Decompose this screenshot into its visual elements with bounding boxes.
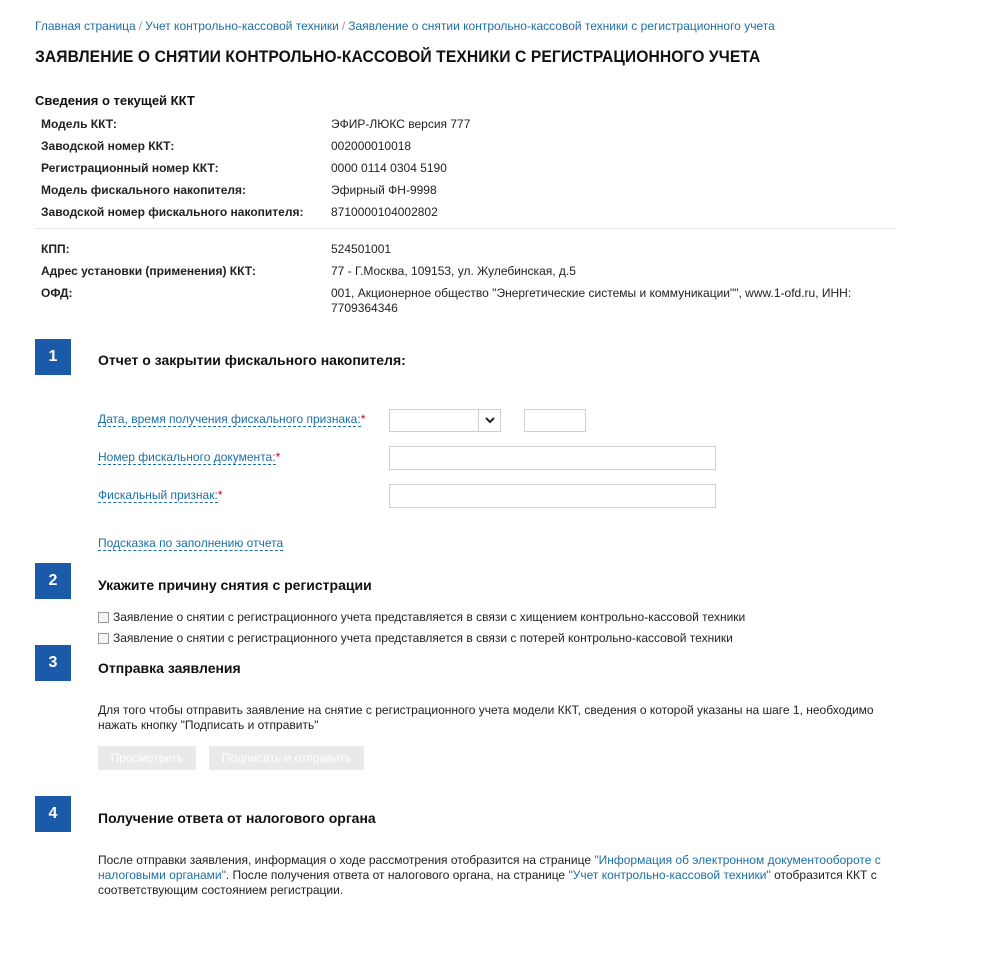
kkt-model-value: ЭФИР-ЛЮКС версия 777 — [331, 117, 471, 131]
kkt-serial-value: 002000010018 — [331, 139, 412, 153]
breadcrumb-separator: / — [341, 19, 346, 33]
reason-loss-option[interactable] — [98, 631, 733, 645]
kkt-serial-label: Заводской номер ККТ: — [41, 139, 175, 153]
kpp-row — [41, 242, 891, 264]
breadcrumb — [35, 19, 775, 33]
chevron-down-icon[interactable] — [478, 410, 500, 431]
step-4-text-1: После отправки заявления, информация о ходе рассмотрения отобразится на странице — [98, 853, 595, 867]
breadcrumb-separator: / — [138, 19, 143, 33]
step-4-badge: 4 — [35, 796, 71, 832]
kkt-reg-number-value: 0000 0114 0304 5190 — [331, 161, 447, 175]
reason-theft-option[interactable] — [98, 610, 745, 624]
kkt-reg-number-label: Регистрационный номер ККТ: — [41, 161, 219, 175]
doc-number-label — [98, 450, 280, 464]
fn-serial-value: 8710000104002802 — [331, 205, 438, 219]
step-2-badge: 2 — [35, 563, 71, 599]
kkt-reg-number-row — [41, 161, 891, 183]
kkt-model-row — [41, 117, 891, 139]
step-2-title: Укажите причину снятия с регистрации — [98, 577, 372, 593]
step-3-description: Для того чтобы отправить заявление на снятие с регистрационного учета модели ККТ, сведения о которой указаны на шаге 1, необходимо нажать кнопку "Подписать и отправить" — [98, 703, 874, 732]
fn-model-value: Эфирный ФН-9998 — [331, 183, 437, 197]
breadcrumb-home-link[interactable]: Главная страница — [35, 19, 136, 33]
fn-model-row — [41, 183, 891, 205]
reason-theft-checkbox[interactable] — [98, 612, 109, 623]
fn-serial-label: Заводской номер фискального накопителя: — [41, 205, 304, 219]
edo-info-link[interactable]: "Информация об электронном документообороте с налоговыми органами" — [98, 853, 881, 882]
required-mark: * — [275, 450, 281, 464]
doc-number-label-text[interactable]: Номер фискального документа: — [98, 450, 276, 464]
step-3-title: Отправка заявления — [98, 660, 241, 676]
fill-hint-link[interactable]: Подсказка по заполнению отчета — [98, 536, 284, 550]
time-input[interactable] — [524, 409, 586, 432]
kkt-accounting-link[interactable]: "Учет контрольно-кассовой техники" — [568, 868, 771, 882]
date-time-label — [98, 412, 365, 426]
fn-model-label: Модель фискального накопителя: — [41, 183, 247, 197]
date-time-label-text[interactable]: Дата, время получения фискального признака: — [98, 412, 361, 426]
kpp-value: 524501001 — [331, 242, 392, 256]
page-title: ЗАЯВЛЕНИЕ О СНЯТИИ КОНТРОЛЬНО-КАССОВОЙ ТЕХНИКИ С РЕГИСТРАЦИОННОГО УЧЕТА — [35, 47, 761, 66]
step-4-text-3: отобразится ККТ с соответствующим состоянием регистрации. — [98, 868, 877, 897]
reason-loss-checkbox[interactable] — [98, 633, 109, 644]
kkt-info-heading: Сведения о текущей ККТ — [35, 93, 195, 108]
kkt-model-label: Модель ККТ: — [41, 117, 117, 131]
step-4-description — [98, 853, 898, 898]
ofd-label: ОФД: — [41, 286, 73, 300]
fiscal-sign-input[interactable] — [389, 484, 716, 508]
required-mark: * — [217, 488, 223, 502]
reason-theft-label: Заявление о снятии с регистрационного учета представляется в связи с хищением контрольно-кассовой техники — [113, 610, 746, 624]
step-4-title: Получение ответа от налогового органа — [98, 810, 376, 826]
section-divider — [35, 228, 895, 229]
address-row — [41, 264, 891, 286]
step-3-badge: 3 — [35, 645, 71, 681]
doc-number-input[interactable] — [389, 446, 716, 470]
kkt-serial-row — [41, 139, 891, 161]
reason-loss-label: Заявление о снятии с регистрационного учета представляется в связи с потерей контрольно-кассовой техники — [113, 631, 733, 645]
breadcrumb-kkt-accounting-link[interactable]: Учет контрольно-кассовой техники — [145, 19, 339, 33]
step-1-badge: 1 — [35, 339, 71, 375]
preview-button[interactable]: Просмотреть — [98, 746, 196, 770]
fn-serial-row — [41, 205, 891, 227]
date-select[interactable] — [389, 409, 501, 432]
address-value: 77 - Г.Москва, 109153, ул. Жулебинская, д.5 — [331, 264, 576, 278]
step-1-title: Отчет о закрытии фискального накопителя: — [98, 352, 406, 368]
address-label: Адрес установки (применения) ККТ: — [41, 264, 256, 278]
ofd-row — [41, 286, 891, 318]
fiscal-sign-label — [98, 488, 223, 502]
breadcrumb-current-link[interactable]: Заявление о снятии контрольно-кассовой техники с регистрационного учета — [348, 19, 775, 33]
ofd-value: 001, Акционерное общество "Энергетические системы и коммуникации"", www.1-ofd.ru, ИНН: 7709364346 — [331, 286, 852, 315]
fiscal-sign-label-text[interactable]: Фискальный признак: — [98, 488, 218, 502]
required-mark: * — [360, 412, 366, 426]
kpp-label: КПП: — [41, 242, 70, 256]
step-4-text-2: . После получения ответа от налогового органа, на странице — [225, 868, 569, 882]
sign-and-send-button[interactable]: Подписать и отправить — [209, 746, 364, 770]
